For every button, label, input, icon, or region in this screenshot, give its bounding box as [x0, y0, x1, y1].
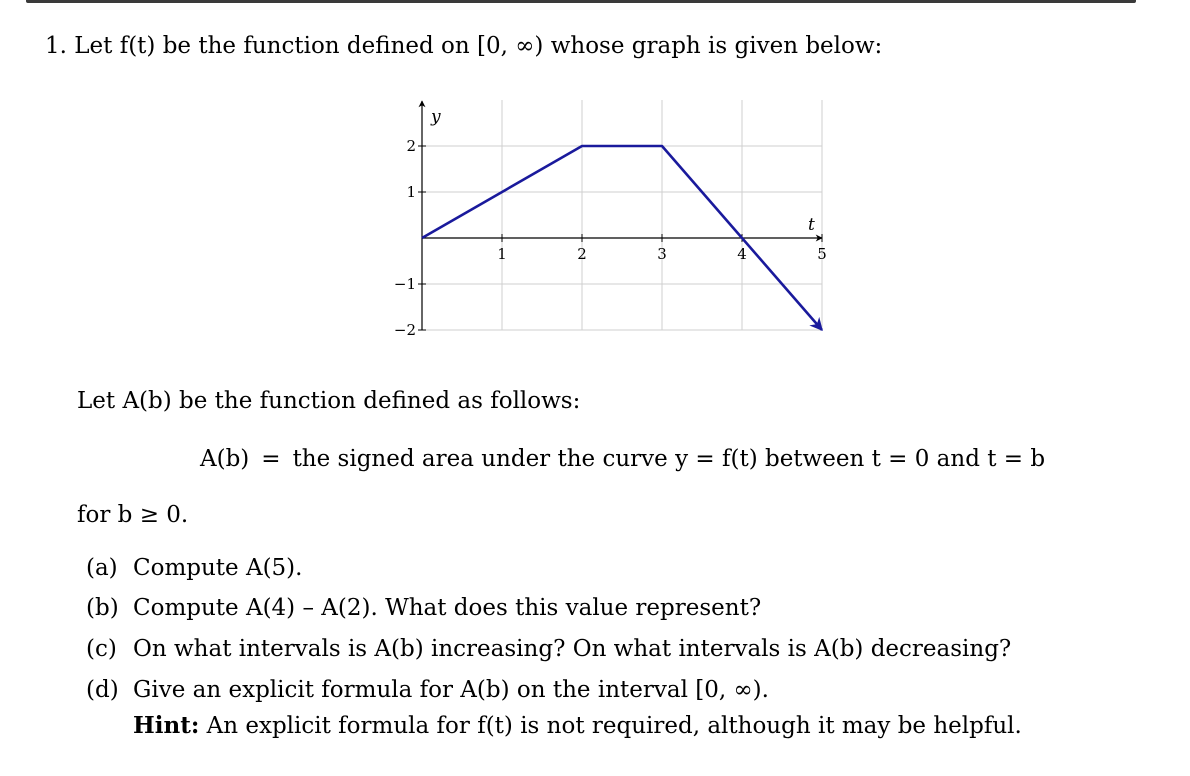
part-d	[86, 676, 769, 704]
y-tick-label: 1	[406, 183, 416, 201]
graph-grid	[422, 100, 822, 330]
graph-axes	[422, 101, 822, 330]
hint-text: An explicit formula for f(t) is not required, although it may be helpful.	[206, 713, 1022, 739]
part-b-text: Compute A(4) – A(2). What does this value represent?	[133, 595, 762, 621]
hint	[133, 712, 1022, 740]
definition-rhs: the signed area under the curve y = f(t) between t = 0 and t = b	[292, 446, 1046, 472]
y-axis-label: y	[431, 107, 441, 127]
x-tick-label: 1	[497, 245, 507, 263]
part-c	[86, 635, 1011, 663]
definition-equals: =	[261, 446, 281, 472]
hint-label: Hint:	[133, 712, 200, 739]
for-condition: for b ≥ 0.	[77, 502, 189, 528]
problem-intro: 1. Let f(t) be the function defined on [0, ∞) whose graph is given below:	[45, 33, 883, 59]
x-tick-label: 2	[577, 245, 587, 263]
function-graph	[380, 92, 840, 342]
x-axis-label: t	[808, 215, 815, 235]
y-tick-label: −1	[393, 275, 416, 293]
definition-lhs: A(b)	[200, 446, 250, 472]
x-tick-label: 5	[817, 245, 827, 263]
part-a-text: Compute A(5).	[133, 555, 303, 581]
part-d-label: (d)	[86, 677, 119, 703]
part-d-text: Give an explicit formula for A(b) on the interval [0, ∞).	[133, 677, 769, 703]
part-c-text: On what intervals is A(b) increasing? On what intervals is A(b) decreasing?	[133, 636, 1012, 662]
part-a-label: (a)	[86, 555, 118, 581]
y-tick-label: −2	[393, 321, 416, 339]
part-a	[86, 554, 302, 582]
part-b-label: (b)	[86, 595, 119, 621]
top-border	[26, 0, 1136, 3]
definition	[200, 445, 1045, 473]
part-c-label: (c)	[86, 636, 117, 662]
part-b	[86, 594, 761, 622]
x-tick-label: 3	[657, 245, 667, 263]
let-text: Let A(b) be the function defined as follows:	[77, 388, 581, 414]
y-tick-label: 2	[406, 137, 416, 155]
x-tick-label: 4	[737, 245, 747, 263]
